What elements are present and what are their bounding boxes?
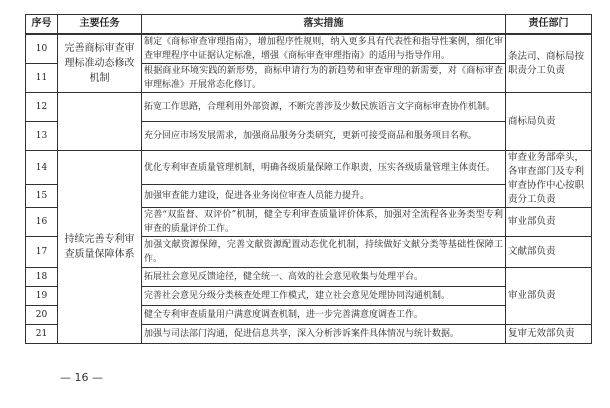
task-cell: 完善商标审查审理标准动态修改机制	[58, 34, 142, 93]
measure-cell: 加强与司法部门沟通，促进信息共享，深入分析涉诉案件具体情况与统计数据。	[142, 325, 506, 344]
measure-cell: 根据商业环境实践的新形势，商标申请行为的新趋势和审查审理的新需要，对《商标审查审理标准》开展常态化修订。	[142, 64, 506, 93]
dept-cell: 文献部负责	[506, 237, 592, 268]
row-number: 14	[26, 151, 58, 185]
task-cell-empty	[58, 93, 142, 151]
measure-cell: 完善社会意见分级分类核查处理工作模式，建立社会意见处理协同沟通机制。	[142, 287, 506, 306]
table-row	[26, 151, 592, 185]
measures-table	[25, 14, 592, 344]
measure-cell: 拓展社会意见反馈途径，健全统一、高效的社会意见收集与处理平台。	[142, 268, 506, 287]
table-header-row	[26, 15, 592, 35]
header-measures: 落实措施	[142, 15, 506, 35]
row-number: 16	[26, 208, 58, 237]
dept-cell: 条法司、商标局按职责分工负责	[506, 34, 592, 93]
measure-cell: 优化专利审查质量管理机制，明确各级质量保障工作职责，压实各级质量管理主体责任。	[142, 151, 506, 185]
measure-cell: 制定《商标审查审理指南》，增加程序性规则，纳入更多具有代表性和指导性案例，细化审查审理程序中证据认定标准，增强《商标审查审理指南》的适用与指导作用。	[142, 34, 506, 64]
table-row	[26, 93, 592, 122]
measure-cell: 充分回应市场发展需求，加强商品服务分类研究，更新可接受商品和服务项目名称。	[142, 122, 506, 151]
dept-cell: 复审无效部负责	[506, 325, 592, 344]
measure-cell: 完善“双监督、双评价”机制，健全专利审查质量评价体系，加强对全流程各业务类型专利审查的质量评价工作。	[142, 208, 506, 237]
measure-cell: 拓宽工作思路，合理利用外部资源，不断完善涉及少数民族语言文字商标审查协作机制。	[142, 93, 506, 122]
row-number: 12	[26, 93, 58, 122]
task-cell: 持续完善专利审查质量保障体系	[58, 151, 142, 344]
header-dept: 责任部门	[506, 15, 592, 35]
row-number: 17	[26, 237, 58, 268]
row-number: 20	[26, 306, 58, 325]
header-task: 主要任务	[58, 15, 142, 35]
row-number: 18	[26, 268, 58, 287]
measure-cell: 加强审查能力建设，促进各业务岗位审查人员能力提升。	[142, 185, 506, 208]
dept-cell: 商标局负责	[506, 93, 592, 151]
measure-cell: 加强文献资源保障，完善文献资源配置动态优化机制，持续做好文献分类等基础性保障工作。	[142, 237, 506, 268]
dept-cell: 审业部负责	[506, 268, 592, 325]
row-number: 15	[26, 185, 58, 208]
row-number: 13	[26, 122, 58, 151]
row-number: 10	[26, 34, 58, 64]
page-number: — 16 —	[60, 371, 103, 384]
measure-cell: 健全专利审查质量用户满意度调查机制，进一步完善满意度调查工作。	[142, 306, 506, 325]
table-row	[26, 34, 592, 64]
header-no: 序号	[26, 15, 58, 35]
dept-cell: 审业部负责	[506, 208, 592, 237]
row-number: 11	[26, 64, 58, 93]
row-number: 21	[26, 325, 58, 344]
row-number: 19	[26, 287, 58, 306]
dept-cell: 审查业务部牵头，各审查部门及专利审查协作中心按职责分工负责	[506, 151, 592, 208]
